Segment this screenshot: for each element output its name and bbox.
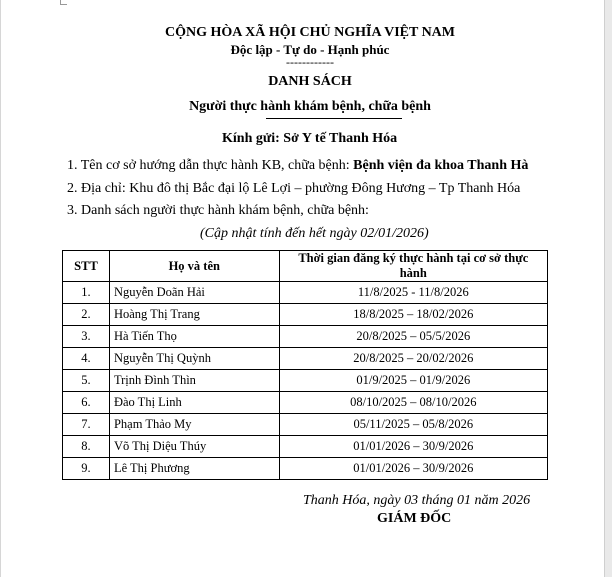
row-stt: 8. xyxy=(63,436,110,458)
document-subtitle: Người thực hành khám bệnh, chữa bệnh xyxy=(189,99,431,114)
update-note: (Cập nhật tính đến hết ngày 02/01/2026) xyxy=(200,226,429,241)
signature-place-date: Thanh Hóa, ngày 03 tháng 01 năm 2026 xyxy=(303,493,531,508)
row-stt: 5. xyxy=(63,370,110,392)
addressee: Kính gửi: Sở Y tế Thanh Hóa xyxy=(222,131,398,146)
header-period: Thời gian đăng ký thực hành tại cơ sở thực hành xyxy=(279,251,547,282)
header-separator: ------------ xyxy=(286,55,334,69)
row-name: Lê Thị Phương xyxy=(109,458,279,480)
national-motto: Độc lập - Tự do - Hạnh phúc xyxy=(230,42,390,57)
row-stt: 9. xyxy=(63,458,110,480)
row-period: 20/8/2025 – 05/5/2026 xyxy=(279,326,547,348)
row-period: 01/01/2026 – 30/9/2026 xyxy=(279,458,547,480)
table-row xyxy=(63,304,548,326)
row-name: Nguyễn Doãn Hải xyxy=(109,282,279,304)
table-row xyxy=(63,370,548,392)
row-stt: 3. xyxy=(63,326,110,348)
row-period: 08/10/2025 – 08/10/2026 xyxy=(279,392,547,414)
subtitle-underline xyxy=(266,118,402,119)
table-row xyxy=(63,282,548,304)
row-stt: 2. xyxy=(63,304,110,326)
table-row xyxy=(63,458,548,480)
row-period: 11/8/2025 - 11/8/2026 xyxy=(279,282,547,304)
row-period: 05/11/2025 – 05/8/2026 xyxy=(279,414,547,436)
row-name: Võ Thị Diệu Thúy xyxy=(109,436,279,458)
signature-title: GIÁM ĐỐC xyxy=(377,511,452,526)
header-name: Họ và tên xyxy=(109,251,279,282)
row-name: Hoàng Thị Trang xyxy=(109,304,279,326)
row-stt: 6. xyxy=(63,392,110,414)
table-row xyxy=(63,392,548,414)
address-line: 2. Địa chỉ: Khu đô thị Bắc đại lộ Lê Lợi – phường Đông Hương – Tp Thanh Hóa xyxy=(67,181,521,196)
facility-name: Bệnh viện đa khoa Thanh Hà xyxy=(353,158,529,173)
row-period: 01/9/2025 – 01/9/2026 xyxy=(279,370,547,392)
document-title: DANH SÁCH xyxy=(268,74,352,89)
header-stt: STT xyxy=(63,251,110,282)
list-intro-line: 3. Danh sách người thực hành khám bệnh, chữa bệnh: xyxy=(67,203,369,218)
practitioner-table xyxy=(62,250,548,480)
row-stt: 4. xyxy=(63,348,110,370)
row-period: 20/8/2025 – 20/02/2026 xyxy=(279,348,547,370)
row-name: Hà Tiến Thọ xyxy=(109,326,279,348)
facility-label: 1. Tên cơ sở hướng dẫn thực hành KB, chữa bệnh: xyxy=(67,158,354,173)
table-header-row xyxy=(63,251,548,282)
national-title: CỘNG HÒA XÃ HỘI CHỦ NGHĨA VIỆT NAM xyxy=(164,25,455,40)
table-row xyxy=(63,326,548,348)
table-row xyxy=(63,414,548,436)
table-row xyxy=(63,348,548,370)
row-name: Trịnh Đình Thìn xyxy=(109,370,279,392)
row-name: Nguyễn Thị Quỳnh xyxy=(109,348,279,370)
row-name: Đào Thị Linh xyxy=(109,392,279,414)
row-period: 18/8/2025 – 18/02/2026 xyxy=(279,304,547,326)
row-stt: 7. xyxy=(63,414,110,436)
facility-line xyxy=(67,158,528,174)
row-stt: 1. xyxy=(63,282,110,304)
margin-corner-mark xyxy=(60,0,67,5)
row-period: 01/01/2026 – 30/9/2026 xyxy=(279,436,547,458)
row-name: Phạm Thảo My xyxy=(109,414,279,436)
table-row xyxy=(63,436,548,458)
